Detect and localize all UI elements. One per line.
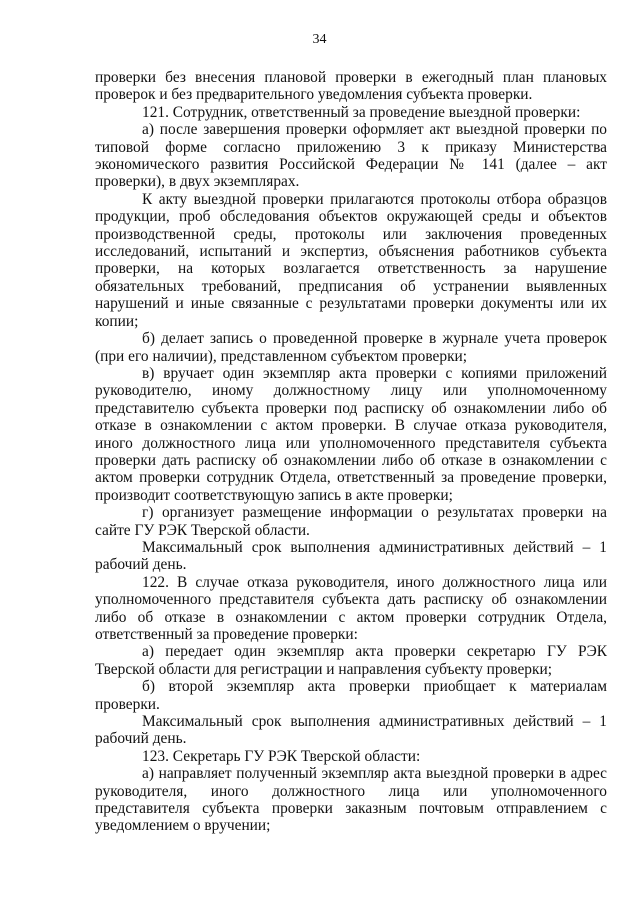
paragraph-122-heading: 122. В случае отказа руководителя, иного должностного лица или уполномоченного представителя субъекта дать расписку об ознакомлении либо об отказе в ознакомлении с актом проверки сотрудник Отдела, ответственный за проведение проверки: bbox=[95, 573, 607, 643]
paragraph-121-a: а) после завершения проверки оформляет акт выездной проверки по типовой форме согласно приложению 3 к приказу Министерства экономического развития Российской Федерации № 141 (далее – акт проверки), в двух экземплярах. bbox=[95, 121, 607, 191]
paragraph-123-heading: 123. Секретарь ГУ РЭК Тверской области: bbox=[142, 747, 421, 765]
paragraph-122-b: б) второй экземпляр акта проверки приобщает к материалам проверки. bbox=[95, 678, 607, 713]
page-number: 34 bbox=[312, 32, 327, 47]
paragraph-121-attachments: К акту выездной проверки прилагаются протоколы отбора образцов продукции, проб обследования объектов окружающей среды и объектов производственной среды, протоколы или заключения проведенных исследований, испытаний и экспертиз, объяснения работников субъекта проверки, на которых возлагается ответственность за нарушение обязательных требований, предписания об устранении выявленных нарушений и иные связанные с результатами проверки документы или их копии; bbox=[95, 190, 607, 330]
paragraph-123-a: а) направляет полученный экземпляр акта выездной проверки в адрес руководителя, иного должностного лица или уполномоченного представителя субъекта проверки заказным почтовым отправлением с уведомлением о вручении; bbox=[95, 765, 607, 835]
paragraph-121-deadline: Максимальный срок выполнения административных действий – 1 рабочий день. bbox=[95, 538, 607, 574]
paragraph-121-g: г) организует размещение информации о результатах проверки на сайте ГУ РЭК Тверской области. bbox=[95, 504, 607, 539]
paragraph-121-b: б) делает запись о проведенной проверке в журнале учета проверок (при его наличии), представленном субъектом проверки; bbox=[95, 330, 607, 365]
paragraph-1: проверки без внесения плановой проверки в ежегодный план плановых проверок и без предварительного уведомления субъекта проверки. bbox=[95, 69, 607, 104]
paragraph-122-a: а) передает один экземпляр акта проверки секретарю ГУ РЭК Тверской области для регистрации и направления субъекту проверки; bbox=[95, 643, 607, 678]
document-body bbox=[95, 69, 607, 835]
paragraph-121-heading: 121. Сотрудник, ответственный за проведение выездной проверки: bbox=[142, 103, 581, 121]
paragraph-122-deadline: Максимальный срок выполнения административных действий – 1 рабочий день. bbox=[95, 713, 607, 748]
paragraph-121-v: в) вручает один экземпляр акта проверки с копиями приложений руководителю, иному должностному лицу или уполномоченному представителю субъекта проверки под расписку об ознакомлении либо об отказе в ознакомлении с актом проверки. В случае отказа руководителя, иного должностного лица или уполномоченного представителя субъекта проверки дать расписку об ознакомлении либо об отказе в ознакомлении с актом проверки сотрудник Отдела, ответственный за проведение проверки, производит соответствующую запись в акте проверки; bbox=[95, 364, 607, 504]
